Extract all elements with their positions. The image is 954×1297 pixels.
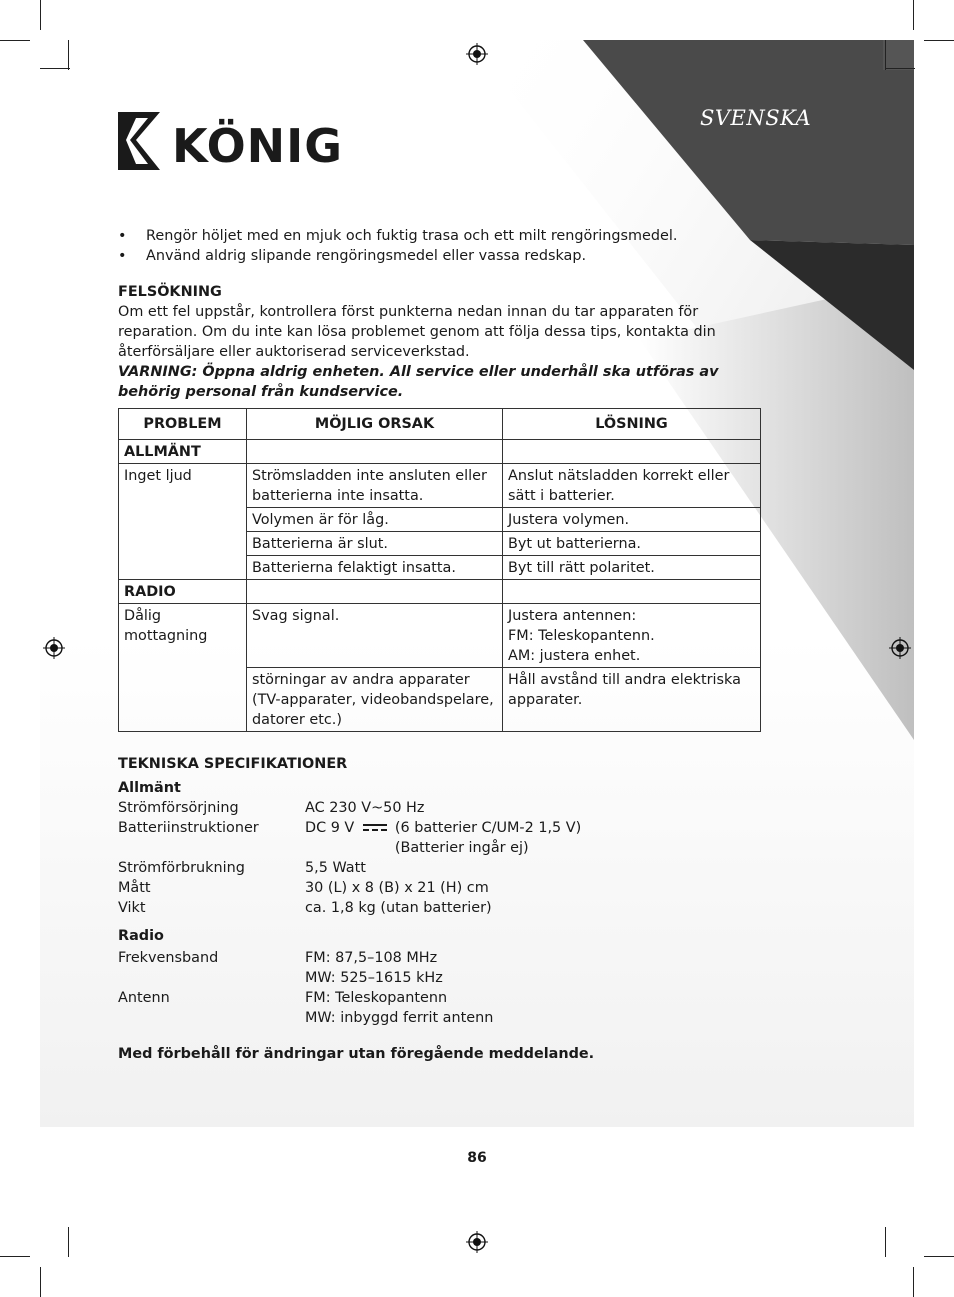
spec-row: Mått 30 (L) x 8 (B) x 21 (H) cm (118, 880, 489, 896)
registration-mark-icon (466, 1231, 488, 1253)
konig-logo-mark (118, 112, 342, 172)
crop-mark (885, 1227, 886, 1257)
konig-logo (118, 112, 342, 172)
page-content (118, 226, 760, 1064)
crop-mark (0, 1256, 30, 1257)
solution-cell: Justera volymen. (503, 508, 761, 532)
crop-mark (68, 40, 69, 70)
problem-cell: Inget ljud (119, 464, 247, 580)
list-item: • Rengör höljet med en mjuk och fuktig trasa och ett milt rengöringsmedel. (118, 226, 760, 246)
spec-row: Strömförbrukning 5,5 Watt (118, 860, 366, 876)
specs-heading: TEKNISKA SPECIFIKATIONER (118, 756, 348, 772)
crop-mark (885, 68, 915, 69)
spec-row: Vikt ca. 1,8 kg (utan batterier) (118, 900, 492, 916)
solution-cell: Håll avstånd till andra elektriska apparater. (503, 668, 761, 732)
specs-radio-label: Radio (118, 928, 164, 944)
crop-mark (913, 1267, 914, 1297)
section-label: RADIO (119, 580, 247, 604)
solution-cell: Byt ut batterierna. (503, 532, 761, 556)
crop-mark (885, 40, 886, 70)
crop-mark (40, 0, 41, 30)
troubleshooting-intro: Om ett fel uppstår, kontrollera först punkterna nedan innan du tar apparaten för reparation. Om du inte kan lösa problemet genom att följa dessa tips, kontakta din återförsäljare eller auktoriserad serviceverkstad. (118, 304, 716, 360)
cause-cell: Batterierna felaktigt insatta. (247, 556, 503, 580)
cause-cell: störningar av andra apparater (TV-apparater, videobandspelare, datorer etc.) (247, 668, 503, 732)
cleaning-list (118, 226, 760, 266)
registration-mark-icon (43, 637, 65, 659)
crop-mark (68, 1227, 69, 1257)
disclaimer: Med förbehåll för ändringar utan föregående meddelande. (118, 1046, 595, 1062)
cause-cell: Svag signal. (247, 604, 503, 668)
table-row (119, 580, 761, 604)
crop-mark (40, 68, 70, 69)
specs-general-label: Allmänt (118, 780, 181, 796)
svg-text:KÖNIG: KÖNIG (172, 119, 342, 172)
solution-cell: Anslut nätsladden korrekt eller sätt i batterier. (503, 464, 761, 508)
troubleshooting-table (118, 408, 761, 732)
crop-mark (913, 0, 914, 30)
warning-text: VARNING: Öppna aldrig enheten. All service eller underhåll ska utföras av behörig personal från kundservice. (118, 364, 719, 400)
spec-row: Antenn FM: Teleskopantenn MW: inbyggd ferrit antenn (118, 990, 494, 1026)
spec-row: Strömförsörjning AC 230 V~50 Hz (118, 800, 425, 816)
table-row (119, 464, 761, 508)
table-header-row (119, 409, 761, 440)
cause-cell: Batterierna är slut. (247, 532, 503, 556)
table-row (119, 440, 761, 464)
column-header: PROBLEM (119, 409, 247, 440)
solution-cell: Byt till rätt polaritet. (503, 556, 761, 580)
column-header: MÖJLIG ORSAK (247, 409, 503, 440)
cause-cell: Strömsladden inte ansluten eller batterierna inte insatta. (247, 464, 503, 508)
column-header: LÖSNING (503, 409, 761, 440)
page-number: 86 (467, 1150, 487, 1166)
registration-mark-icon (466, 43, 488, 65)
registration-mark-icon (889, 637, 911, 659)
dc-symbol-icon (363, 823, 387, 833)
troubleshooting-heading: FELSÖKNING (118, 284, 222, 300)
problem-cell: Dålig mottagning (119, 604, 247, 732)
cause-cell: Volymen är för låg. (247, 508, 503, 532)
crop-mark (924, 40, 954, 41)
spec-row: Frekvensband FM: 87,5–108 MHz MW: 525–1615 kHz (118, 950, 443, 986)
crop-mark (40, 1267, 41, 1297)
spec-row: Batteriinstruktioner DC 9 V (6 batterier C/UM-2 1,5 V) (Batterier ingår ej) (118, 820, 582, 856)
crop-mark (924, 1256, 954, 1257)
solution-cell: Justera antennen: FM: Teleskopantenn. AM: justera enhet. (503, 604, 761, 668)
section-label: ALLMÄNT (119, 440, 247, 464)
crop-mark (0, 40, 30, 41)
language-label: SVENSKA (700, 106, 812, 130)
list-item: • Använd aldrig slipande rengöringsmedel eller vassa redskap. (118, 246, 760, 266)
table-row (119, 604, 761, 668)
